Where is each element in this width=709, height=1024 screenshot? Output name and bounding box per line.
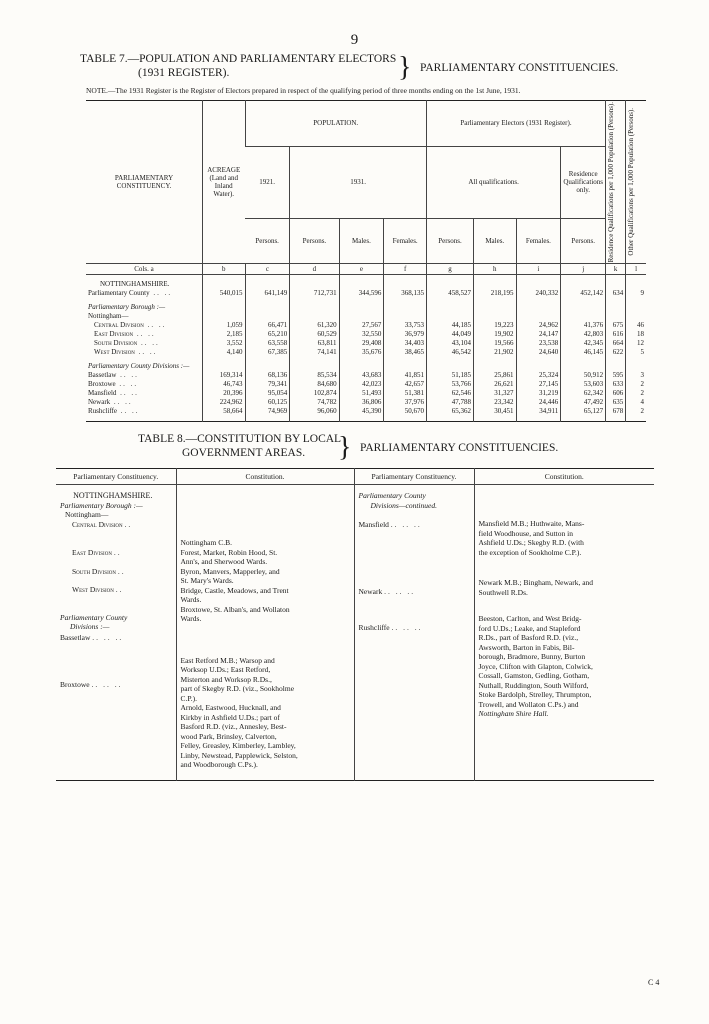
constitution-line: Mansfield M.B.; Huthwaite, Mans- [478, 519, 585, 528]
col-header-females-electors: Females. [516, 218, 561, 264]
col-header-1921: 1921. [245, 146, 290, 218]
cell-value: 25,861 [473, 371, 516, 380]
cell-value: 41,851 [384, 371, 427, 380]
cell-value: 46,743 [202, 380, 245, 389]
cell-value: 46,145 [561, 348, 606, 357]
cell-value: 24,962 [516, 321, 561, 330]
cell-value: 622 [606, 348, 626, 357]
col-header-males-1931: Males. [339, 218, 384, 264]
borough-sub: Nottingham— [65, 510, 109, 519]
constitution-line: Felley, Greasley, Kimberley, Lambley, [180, 741, 296, 750]
borough-heading-label: Parliamentary Borough :— [88, 303, 166, 312]
cell-value: 33,753 [384, 321, 427, 330]
col-header-res-per-1000: Residence Qualifications per 1,000 Population (Persons). [606, 101, 626, 264]
row-label: Bassetlaw .. .. [88, 371, 139, 380]
constitution-line: Beeston, Carlton, and West Bridg- [478, 614, 582, 623]
row-label: South Division .. .. [94, 339, 160, 348]
entry-mansfield: Mansfield .. .. .. [358, 520, 422, 529]
constitution-bassetlaw [181, 656, 350, 704]
col-header-all-qualifications: All qualifications. [426, 146, 560, 218]
cell-value: 43,683 [339, 371, 384, 380]
cell-value: 25,324 [516, 371, 561, 380]
cell-value: 61,320 [290, 321, 339, 330]
cell-value: 102,874 [290, 389, 339, 398]
cell-value: 65,362 [426, 407, 473, 416]
cell-value: 4,140 [202, 348, 245, 357]
cell-value: 23,342 [473, 398, 516, 407]
entry-broxtowe: Broxtowe .. .. .. [60, 680, 123, 689]
cell-value: 31,219 [516, 389, 561, 398]
row-label: Broxtowe .. .. [88, 380, 139, 389]
constitution-line: Byron, Manvers, Mapperley, and [180, 566, 280, 576]
right-constitution-cell [474, 485, 654, 781]
cell-value: 51,185 [426, 371, 473, 380]
column-letters-row: Cols. a b c d e f g h i j k l [86, 264, 646, 275]
cell-value: 85,534 [290, 371, 339, 380]
constitution-line: part of Skegby R.D. (viz., Sookholme [180, 684, 295, 693]
county-heading-label: NOTTINGHAMSHIRE. [100, 280, 170, 289]
constitution-line: Nuthall, Ruddington, South Wilford, [478, 680, 589, 690]
constitution-central [181, 538, 350, 567]
cell-value: 19,223 [473, 321, 516, 330]
constitution-line: East Retford M.B.; Warsop and [180, 655, 275, 665]
constitution-line: Stoke Bardolph, Strelley, Thrumpton, [478, 690, 592, 699]
borough-sub [86, 312, 646, 321]
cell-value: 675 [606, 321, 626, 330]
cell-value: 47,492 [561, 398, 606, 407]
cell-value: 18 [626, 330, 646, 339]
constitution-line: Kirkby in Ashfield U.Ds.; part of [180, 712, 280, 722]
row-label: East Division .. .. [94, 330, 156, 339]
table-row-county [86, 289, 646, 298]
cell-value: 169,314 [202, 371, 245, 380]
table-row [86, 398, 646, 407]
cell-value: 26,621 [473, 380, 516, 389]
entry-rushcliffe: Rushcliffe .. .. .. [358, 623, 423, 632]
table8-title [138, 432, 618, 466]
col-header-persons-1921: Persons. [255, 237, 279, 245]
cell-value: 635 [606, 398, 626, 407]
cell-value: 42,657 [384, 380, 427, 389]
cell-value: 4 [626, 398, 646, 407]
row-label: Mansfield .. .. [88, 389, 139, 398]
cell-value: 27,145 [516, 380, 561, 389]
cell-value: 36,806 [339, 398, 384, 407]
cell-value: 27,567 [339, 321, 384, 330]
table-row [86, 407, 646, 416]
footer-mark: C 4 [648, 978, 660, 987]
cell-value: 20,396 [202, 389, 245, 398]
cell-value: 51,493 [339, 389, 384, 398]
cell-value: 540,015 [202, 289, 245, 298]
table-row [86, 348, 646, 357]
cell-value: 34,403 [384, 339, 427, 348]
constitution-broxtowe [181, 703, 350, 770]
constitution-newark [479, 578, 651, 597]
cell-value: 616 [606, 330, 626, 339]
constitution-west [181, 605, 350, 624]
constitution-line: Ashfield U.Ds.; Skegby R.D. (with [478, 538, 584, 547]
cell-value: 2,185 [202, 330, 245, 339]
cell-value: 65,210 [245, 330, 290, 339]
cell-value: 19,902 [473, 330, 516, 339]
constitution-line: Newark M.B.; Bingham, Newark, and [478, 578, 594, 587]
cell-value: 42,803 [561, 330, 606, 339]
table-row [86, 330, 646, 339]
constitution-line: wood Park, Brinsley, Calverton, [180, 731, 277, 741]
cell-value: 36,979 [384, 330, 427, 339]
cell-value: 53,603 [561, 380, 606, 389]
cell-value: 2 [626, 407, 646, 416]
cell-value: 3 [626, 371, 646, 380]
cell-value: 218,195 [473, 289, 516, 298]
col-header-constituency-right: Parliamentary Constituency. [354, 469, 474, 485]
table7-title-right: PARLIAMENTARY CONSTITUENCIES. [420, 62, 619, 74]
col-header-population: POPULATION. [245, 101, 426, 147]
cell-value: 42,345 [561, 339, 606, 348]
right-divisions-heading-2: Divisions—continued. [370, 500, 437, 510]
table7-note: NOTE.—The 1931 Register is the Register of Electors prepared in respect of the qualifying period of three months ending on the 1st June, 1931. [86, 86, 521, 95]
table7-title-line1: TABLE 7.—POPULATION AND PARLIAMENTARY ELECTORS [80, 53, 397, 65]
left-constitution-cell [176, 485, 354, 781]
constitution-line: C.P.). [180, 693, 197, 703]
constitution-line: Bridge, Castle, Meadows, and Trent [180, 585, 289, 595]
cell-value: 712,731 [290, 289, 339, 298]
col-header-other-per-1000: Other Qualifications per 1,000 Population (Persons). [626, 101, 646, 264]
cell-value: 53,766 [426, 380, 473, 389]
cell-value: 29,408 [339, 339, 384, 348]
constitution-line: Nottingham C.B. [180, 538, 232, 547]
col-header-residence-only: Residence Qualifications only. [561, 146, 606, 218]
table8 [56, 468, 654, 781]
cell-value: 32,550 [339, 330, 384, 339]
cell-value: 46,542 [426, 348, 473, 357]
cell-value: 595 [606, 371, 626, 380]
cell-value: 63,811 [290, 339, 339, 348]
constitution-line: Cossall, Gamston, Gedling, Gotham, [478, 671, 590, 680]
table7-body [86, 275, 646, 422]
cell-value: 9 [626, 289, 646, 298]
col-header-males-electors: Males. [473, 218, 516, 264]
entry-bassetlaw: Bassetlaw .. .. .. [60, 632, 124, 642]
cell-value: 24,147 [516, 330, 561, 339]
cell-value: 458,527 [426, 289, 473, 298]
table7 [86, 100, 646, 422]
col-header-constitution-left: Constitution. [176, 469, 354, 485]
cell-value: 62,546 [426, 389, 473, 398]
constitution-line: Awsworth, Barton in Fabis, Bil- [478, 642, 575, 652]
cell-value: 30,451 [473, 407, 516, 416]
table-row [86, 321, 646, 330]
constitution-line: Ann's, and Sherwood Wards. [180, 557, 268, 566]
cell-value: 35,676 [339, 348, 384, 357]
cell-value: 45,390 [339, 407, 384, 416]
brace-icon: } [338, 432, 352, 463]
cell-value: 50,912 [561, 371, 606, 380]
row-label: West Division .. .. [94, 348, 158, 357]
table-row [86, 380, 646, 389]
cell-value: 19,566 [473, 339, 516, 348]
cell-value: 5 [626, 348, 646, 357]
cell-value: 2 [626, 380, 646, 389]
col-header-constituency-left: Parliamentary Constituency. [56, 469, 176, 485]
cell-value: 368,135 [384, 289, 427, 298]
cell-value: 44,185 [426, 321, 473, 330]
cell-value: 2 [626, 389, 646, 398]
col-header-electors: Parliamentary Electors (1931 Register). [426, 101, 605, 147]
divisions-heading-1: Parliamentary County [60, 612, 128, 622]
constitution-line: Broxtowe, St. Alban's, and Wollaton [180, 604, 290, 614]
brace-icon: } [398, 52, 412, 83]
cell-value: 44,049 [426, 330, 473, 339]
divisions-heading-2: Divisions :— [70, 622, 110, 631]
constitution-line: borough, Bradmore, Bunny, Burton [478, 652, 586, 661]
cell-value: 452,142 [561, 289, 606, 298]
cell-value: 46 [626, 321, 646, 330]
cell-value: 38,465 [384, 348, 427, 357]
cell-value: 606 [606, 389, 626, 398]
constitution-line: Linby, Newstead, Papplewick, Selston, [180, 750, 298, 760]
col-header-persons-electors: Persons. [426, 218, 473, 264]
table7-title-line2: (1931 REGISTER). [138, 67, 230, 79]
cell-value: 37,976 [384, 398, 427, 407]
constitution-line: Worksop U.Ds.; East Retford, [180, 665, 271, 674]
cell-value: 678 [606, 407, 626, 416]
row-label: Rushcliffe .. .. [88, 407, 140, 416]
constitution-line: field Woodhouse, and Sutton in [478, 528, 573, 538]
cell-value: 3,552 [202, 339, 245, 348]
entry-south: South Division .. [72, 566, 126, 576]
cell-value: 24,446 [516, 398, 561, 407]
table8-title-line1: TABLE 8.—CONSTITUTION BY LOCAL [138, 433, 342, 445]
col-header-persons-1931: Persons. [290, 218, 339, 264]
cell-value: 12 [626, 339, 646, 348]
cell-value: 42,023 [339, 380, 384, 389]
constitution-line: St. Mary's Wards. [180, 576, 234, 585]
entry-east: East Division .. [72, 548, 122, 557]
constitution-line: Forest, Market, Robin Hood, St. [180, 547, 278, 557]
cell-value: 34,911 [516, 407, 561, 416]
cell-value: 67,385 [245, 348, 290, 357]
constitution-line: R.Ds., part of Basford R.D. (viz., [478, 633, 579, 642]
cell-value: 95,054 [245, 389, 290, 398]
col-header-1931: 1931. [290, 146, 427, 218]
constitution-line: Southwell R.Ds. [478, 587, 528, 597]
table8-title-right: PARLIAMENTARY CONSTITUENCIES. [360, 442, 559, 454]
constitution-south [181, 586, 350, 605]
cell-value: 634 [606, 289, 626, 298]
entry-newark: Newark .. .. .. [358, 586, 416, 596]
constitution-east [181, 567, 350, 586]
col-header-constitution-right: Constitution. [474, 469, 654, 485]
left-constituency-cell [56, 485, 176, 781]
cell-value: 96,060 [290, 407, 339, 416]
cell-value: 74,969 [245, 407, 290, 416]
cell-value: 50,670 [384, 407, 427, 416]
constitution-line: Wards. [180, 614, 202, 623]
table-row [86, 371, 646, 380]
borough-heading: Parliamentary Borough :— [60, 500, 143, 510]
cell-value: 43,104 [426, 339, 473, 348]
constitution-line: and Woodborough C.Ps.). [180, 760, 258, 769]
row-label: Newark .. .. [88, 398, 133, 407]
constitution-line: Trowell, and Wollaton C.Ps.) and [478, 699, 579, 709]
page-number: 9 [350, 32, 359, 48]
cell-value: 66,471 [245, 321, 290, 330]
table7-title [80, 52, 660, 84]
county-heading: NOTTINGHAMSHIRE. [73, 491, 153, 500]
cell-value: 641,149 [245, 289, 290, 298]
cell-value: 47,788 [426, 398, 473, 407]
constitution-line: Misterton and Worksop R.Ds., [180, 674, 272, 684]
row-label: Parliamentary County .. .. [88, 289, 173, 298]
constitution-line: Wards. [180, 595, 202, 604]
table-row [86, 389, 646, 398]
cell-value: 23,538 [516, 339, 561, 348]
cell-value: 74,782 [290, 398, 339, 407]
constitution-line: Basford R.D. (viz., Annesley, Best- [180, 722, 287, 731]
constitution-mansfield [479, 519, 651, 557]
right-divisions-heading-1: Parliamentary County [358, 491, 426, 500]
cell-value: 240,332 [516, 289, 561, 298]
cell-value: 31,327 [473, 389, 516, 398]
col-header-females-1931: Females. [384, 218, 427, 264]
cell-value: 21,902 [473, 348, 516, 357]
row-label: Central Division .. .. [94, 321, 167, 330]
cell-value: 344,596 [339, 289, 384, 298]
cell-value: 51,381 [384, 389, 427, 398]
entry-west: West Division .. [72, 585, 124, 594]
table8-title-line2: GOVERNMENT AREAS. [182, 447, 306, 459]
cell-value: 74,141 [290, 348, 339, 357]
col-header-constituency: PARLIAMENTARY CONSTITUENCY. [114, 174, 174, 191]
cell-value: 60,125 [245, 398, 290, 407]
cell-value: 79,341 [245, 380, 290, 389]
col-header-acreage: ACREAGE (Land and Inland Water). [202, 101, 245, 264]
table-row [86, 339, 646, 348]
col-header-persons-residence: Persons. [561, 218, 606, 264]
constitution-line: the exception of Sookholme C.P.). [478, 547, 582, 557]
entry-central: Central Division .. [72, 519, 133, 529]
cell-value: 664 [606, 339, 626, 348]
borough-heading [86, 303, 646, 312]
divisions-heading-label: Parliamentary County Divisions :— [88, 362, 190, 371]
right-constituency-cell [354, 485, 474, 781]
constitution-rushcliffe [479, 614, 651, 719]
borough-sub-label: Nottingham— [88, 312, 129, 321]
cell-value: 65,127 [561, 407, 606, 416]
constitution-line: Joyce, Clifton with Glapton, Colwick, [478, 661, 593, 671]
cell-value: 224,962 [202, 398, 245, 407]
cell-value: 58,664 [202, 407, 245, 416]
constitution-line: ford U.Ds.; Leake, and Stapleford [478, 623, 581, 633]
cell-value: 68,136 [245, 371, 290, 380]
cell-value: 62,342 [561, 389, 606, 398]
cell-value: 84,680 [290, 380, 339, 389]
divisions-heading [86, 362, 646, 371]
cell-value: 41,376 [561, 321, 606, 330]
constitution-line: Arnold, Eastwood, Hucknall, and [180, 703, 281, 712]
cell-value: 633 [606, 380, 626, 389]
constitution-line: Nottingham Shire Hall. [478, 709, 549, 718]
county-heading [86, 280, 646, 289]
cell-value: 1,059 [202, 321, 245, 330]
cell-value: 63,558 [245, 339, 290, 348]
cell-value: 24,640 [516, 348, 561, 357]
cell-value: 60,529 [290, 330, 339, 339]
